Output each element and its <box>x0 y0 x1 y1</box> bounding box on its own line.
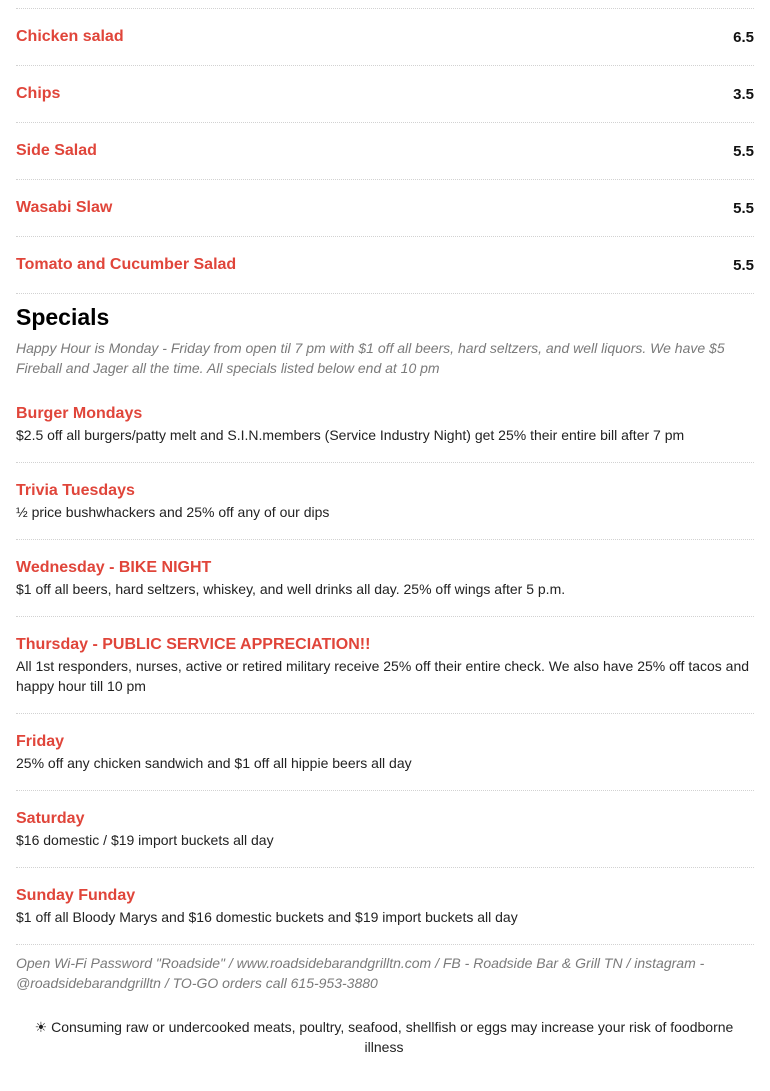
menu-item <box>16 237 754 294</box>
menu-item-name: Wasabi Slaw <box>16 199 113 216</box>
special-title: Thursday - PUBLIC SERVICE APPRECIATION!! <box>16 636 371 653</box>
specials-intro: Happy Hour is Monday - Friday from open til 7 pm with $1 off all beers, hard seltzers, and well liquors. We have $5 Fireball and Jager all the time. All specials listed below end at 10 pm <box>16 340 725 376</box>
menu-item-name: Tomato and Cucumber Salad <box>16 256 237 273</box>
menu-item-name: Side Salad <box>16 142 97 159</box>
special-title: Wednesday - BIKE NIGHT <box>16 559 212 576</box>
divider <box>16 867 754 868</box>
special-description: $16 domestic / $19 import buckets all day <box>16 832 274 848</box>
specials-heading: Specials <box>16 304 110 330</box>
menu-item-name: Chips <box>16 85 61 102</box>
food-safety-disclaimer: ☀ Consuming raw or undercooked meats, poultry, seafood, shellfish or eggs may increase your risk of foodborne illness <box>34 1019 734 1055</box>
divider <box>16 790 754 791</box>
menu-item-price: 5.5 <box>733 256 754 274</box>
divider <box>16 944 754 945</box>
special-item-trivia-tuesdays <box>16 480 754 522</box>
menu-item <box>16 123 754 180</box>
special-description: All 1st responders, nurses, active or retired military receive 25% off their entire check. We also have 25% off tacos and happy hour till 10 pm <box>16 658 750 694</box>
special-description: $1 off all beers, hard seltzers, whiskey, and well drinks all day. 25% off wings after 5 p.m. <box>16 581 566 597</box>
special-title: Sunday Funday <box>16 887 136 904</box>
menu-item-price: 5.5 <box>733 199 754 217</box>
divider <box>16 462 754 463</box>
special-item-friday <box>16 731 754 773</box>
special-item-burger-mondays <box>16 403 754 445</box>
special-title: Trivia Tuesdays <box>16 482 135 499</box>
divider <box>16 713 754 714</box>
menu-item <box>16 9 754 66</box>
menu-item <box>16 66 754 123</box>
special-description: 25% off any chicken sandwich and $1 off all hippie beers all day <box>16 755 412 771</box>
menu-item <box>16 180 754 237</box>
menu-item-list <box>16 9 754 294</box>
special-description: $1 off all Bloody Marys and $16 domestic buckets and $19 import buckets all day <box>16 909 518 925</box>
special-item-sunday-funday <box>16 885 754 927</box>
special-description: $2.5 off all burgers/patty melt and S.I.N.members (Service Industry Night) get 25% their entire bill after 7 pm <box>16 427 685 443</box>
special-item-saturday <box>16 808 754 850</box>
menu-item-price: 3.5 <box>733 85 754 103</box>
special-title: Friday <box>16 733 65 750</box>
special-item-wednesday <box>16 557 754 599</box>
menu-item-price: 6.5 <box>733 28 754 46</box>
special-title: Saturday <box>16 810 85 827</box>
divider <box>16 616 754 617</box>
special-item-thursday <box>16 634 754 696</box>
special-title: Burger Mondays <box>16 405 143 422</box>
divider <box>16 539 754 540</box>
menu-item-price: 5.5 <box>733 142 754 160</box>
special-description: ½ price bushwhackers and 25% off any of our dips <box>16 504 330 520</box>
footer-note: Open Wi-Fi Password "Roadside" / www.roadsidebarandgrilltn.com / FB - Roadside Bar & Grill TN / instagram - @roadsidebarandgrilltn / TO-GO orders call 615-953-3880 <box>16 955 705 991</box>
menu-item-name: Chicken salad <box>16 28 124 45</box>
